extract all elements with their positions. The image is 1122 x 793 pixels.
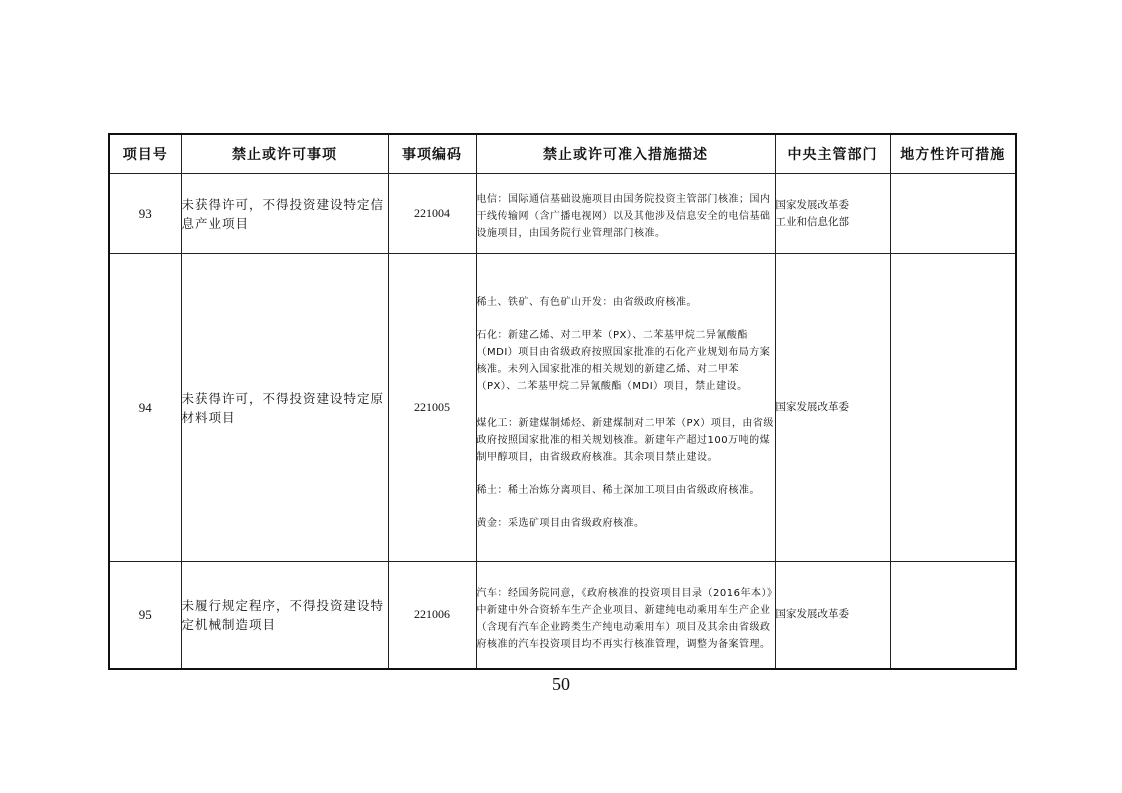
table-header-row <box>109 134 1016 174</box>
description-paragraph: 石化：新建乙烯、对二甲苯（PX）、二苯基甲烷二异氰酸酯（MDI）项目由省级政府按照国家批准的石化产业规划布局方案核准。未列入国家批准的相关规划的新建乙烯、对二甲苯（PX）、二苯基甲烷二异氰酸酯（MDI）项目，禁止建设。 <box>476 329 771 392</box>
item-name: 未履行规定程序，不得投资建设特定机械制造项目 <box>181 562 388 669</box>
header-item-number: 项目号 <box>109 134 181 174</box>
item-number: 93 <box>109 174 181 254</box>
central-department <box>775 174 890 254</box>
permit-table <box>108 133 1017 670</box>
measure-description <box>476 562 775 669</box>
measure-description <box>476 254 775 562</box>
item-name: 未获得许可，不得投资建设特定原材料项目 <box>181 254 388 562</box>
header-local-measures: 地方性许可措施 <box>890 134 1016 174</box>
header-measure-description: 禁止或许可准入措施描述 <box>476 134 775 174</box>
department-name: 国家发展改革委 <box>775 608 849 621</box>
description-paragraph: 煤化工：新建煤制烯烃、新建煤制对二甲苯（PX）项目，由省级政府按照国家批准的相关规划核准。新建年产超过100万吨的煤制甲醇项目，由省级政府核准。其余项目禁止建设。 <box>476 417 774 463</box>
local-measures <box>890 562 1016 669</box>
table-row <box>109 562 1016 669</box>
central-department <box>775 562 890 669</box>
description-paragraph: 黄金：采选矿项目由省级政府核准。 <box>476 517 645 529</box>
item-code: 221004 <box>388 174 476 254</box>
description-paragraph: 稀土、铁矿、有色矿山开发：由省级政府核准。 <box>476 296 697 308</box>
central-department <box>775 254 890 562</box>
item-name: 未获得许可，不得投资建设特定信息产业项目 <box>181 174 388 254</box>
item-number: 95 <box>109 562 181 669</box>
description-paragraph: 稀土：稀土冶炼分离项目、稀土深加工项目由省级政府核准。 <box>476 484 760 496</box>
measure-description <box>476 174 775 254</box>
item-code: 221005 <box>388 254 476 562</box>
department-name: 国家发展改革委 <box>775 401 849 413</box>
department-name: 工业和信息化部 <box>775 215 849 228</box>
table-row <box>109 254 1016 562</box>
table-row <box>109 174 1016 254</box>
header-item-name: 禁止或许可事项 <box>181 134 388 174</box>
header-item-code: 事项编码 <box>388 134 476 174</box>
local-measures <box>890 174 1016 254</box>
local-measures <box>890 254 1016 562</box>
page-number: 50 <box>552 674 570 694</box>
item-code: 221006 <box>388 562 476 669</box>
header-central-department: 中央主管部门 <box>775 134 890 174</box>
description-paragraph: 电信：国际通信基础设施项目由国务院投资主管部门核准；国内干线传输网（含广播电视网）以及其他涉及信息安全的电信基础设施项目，由国务院行业管理部门核准。 <box>476 194 771 239</box>
department-name: 国家发展改革委 <box>775 198 849 211</box>
description-paragraph: 汽车：经国务院同意，《政府核准的投资项目目录（2016年本）》中新建中外合资轿车生产企业项目、新建纯电动乘用车生产企业（含现有汽车企业跨类生产纯电动乘用车）项目及其余由省级政府核准的汽车投资项目均不再实行核准管理，调整为备案管理。 <box>476 587 773 650</box>
item-number: 94 <box>109 254 181 562</box>
